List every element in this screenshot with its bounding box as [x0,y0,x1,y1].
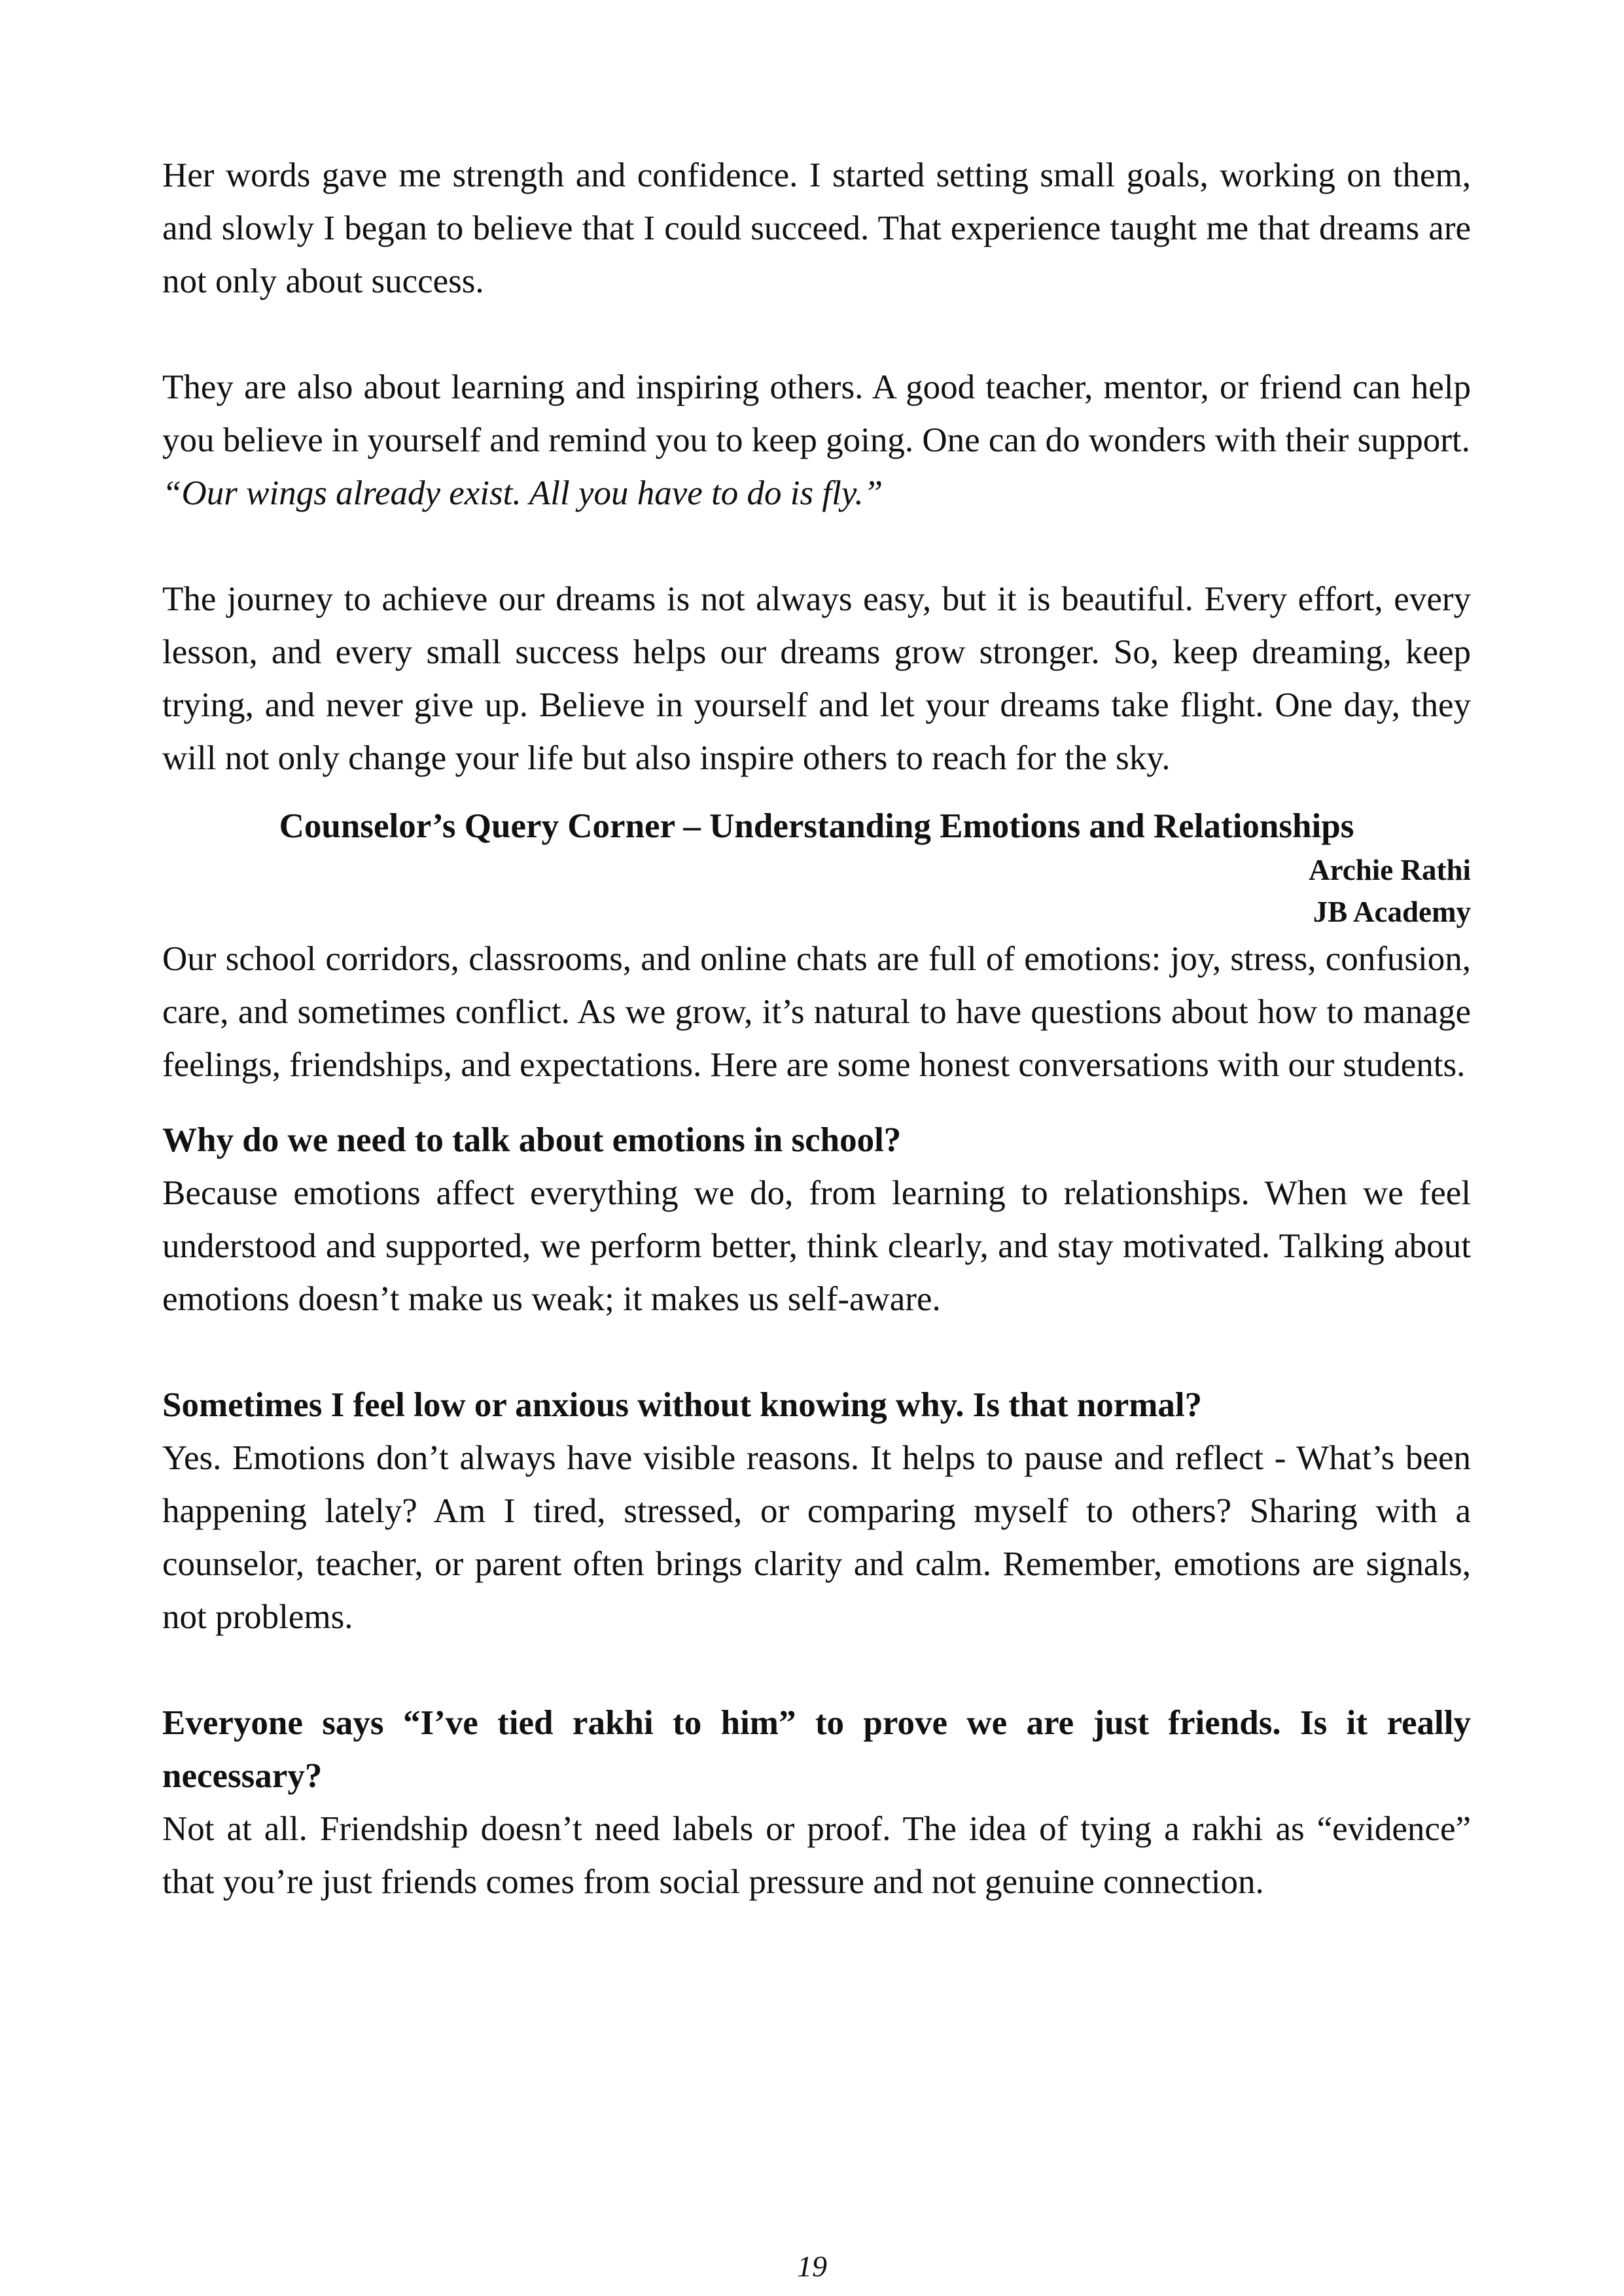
article-title: Counselor’s Query Corner – Understanding Emotions and Relationships [279,807,1354,845]
paragraph-gap [162,1092,1471,1114]
answer-text: Yes. Emotions don’t always have visible reasons. It helps to pause and reflect - What’s been happening lately? Am I tired, stressed, or comparing myself to others? Sharing with a counselor, teacher, or parent often brings clarity and calm. Remember, emotions are signals, not problems. [162,1439,1471,1636]
author-school: JB Academy [1313,896,1471,928]
paragraph-gap [162,308,1471,361]
document-page [162,149,1471,1909]
answer-text: Because emotions affect everything we do, from learning to relationships. When we feel understood and supported, we perform better, think clearly, and stay motivated. Talking about emotions doesn’t make us weak; it makes us self-aware. [162,1174,1471,1318]
inspirational-quote: “Our wings already exist. All you have to do is fly.” [162,474,883,512]
answer-text: Not at all. Friendship doesn’t need labels or proof. The idea of tying a rakhi as “evidence” that you’re just friends comes from social pressure and not genuine connection. [162,1810,1471,1901]
paragraph-intro-1: Her words gave me strength and confidence. I started setting small goals, working on them, and slowly I began to believe that I could succeed. That experience taught me that dreams are not only about success. [162,156,1471,300]
paragraph-gap [162,1644,1471,1697]
qa-item [162,1379,1471,1644]
page-number: 19 [797,2250,827,2283]
question-heading: Everyone says “I’ve tied rakhi to him” to prove we are just friends. Is it really necessary? [162,1704,1471,1795]
question-heading: Sometimes I feel low or anxious without knowing why. Is that normal? [162,1386,1203,1424]
paragraph-closing: The journey to achieve our dreams is not always easy, but it is beautiful. Every effort, every lesson, and every small success helps our dreams grow stronger. So, keep dreaming, keep trying, and never give up. Believe in yourself and let your dreams take flight. One day, they will not only change your life but also inspire others to reach for the sky. [162,580,1471,777]
qa-item [162,1697,1471,1909]
question-heading: Why do we need to talk about emotions in school? [162,1121,902,1159]
author-name: Archie Rathi [1309,854,1471,886]
paragraph-gap [162,520,1471,573]
article-intro: Our school corridors, classrooms, and online chats are full of emotions: joy, stress, confusion, care, and sometimes conflict. As we grow, it’s natural to have questions about how to manage feelings, friendships, and expectations. Here are some honest conversations with our students. [162,940,1471,1084]
paragraph-gap [162,1326,1471,1379]
qa-item [162,1114,1471,1326]
paragraph-intro-2: They are also about learning and inspiring others. A good teacher, mentor, or friend can help you believe in yourself and remind you to keep going. One can do wonders with their support. [162,368,1471,459]
